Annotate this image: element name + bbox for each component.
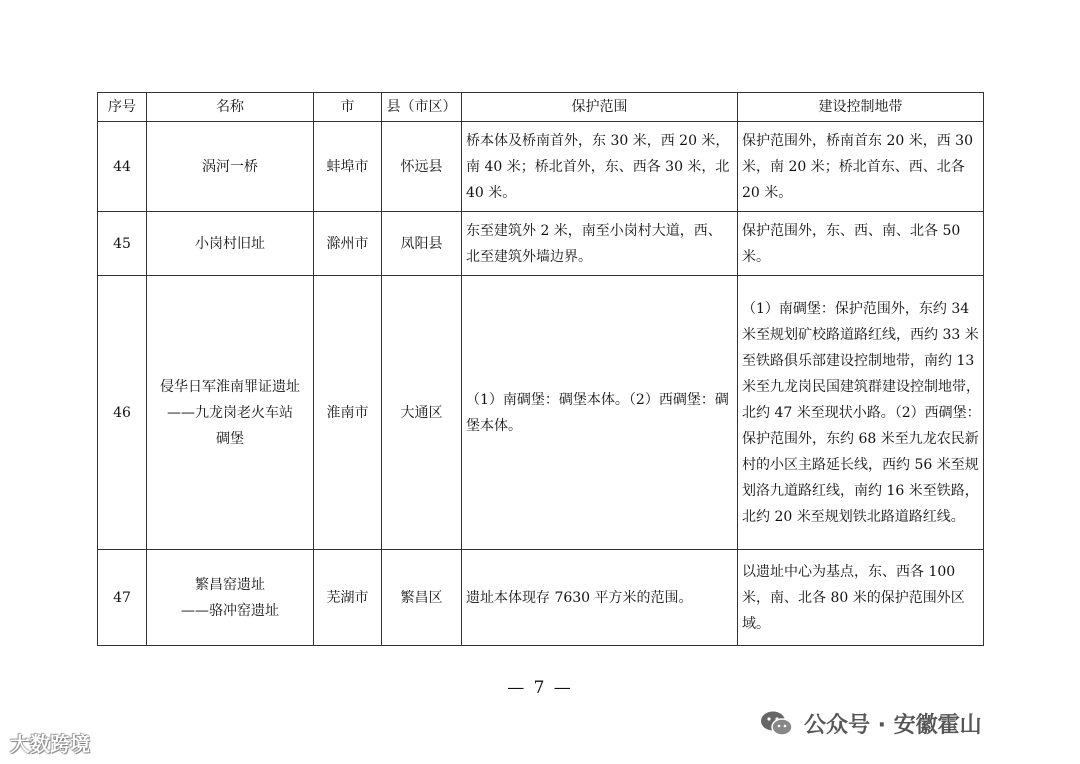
table-header-row — [98, 93, 984, 122]
row-county: 凤阳县 — [382, 212, 462, 276]
row-no: 46 — [98, 276, 147, 550]
row-protection: 东至建筑外 2 米，南至小岗村大道，西、北至建筑外墙边界。 — [462, 212, 738, 276]
row-name — [147, 550, 314, 646]
row-name-line: 繁昌窑遗址 — [195, 576, 265, 593]
row-no: 45 — [98, 212, 147, 276]
row-name-line: 侵华日军淮南罪证遗址 — [160, 378, 300, 395]
row-name — [147, 212, 314, 276]
row-protection: 遗址本体现存 7630 平方米的范围。 — [462, 550, 738, 646]
row-city: 芜湖市 — [314, 550, 382, 646]
row-name-line: 小岗村旧址 — [195, 235, 265, 252]
header-city: 市 — [314, 93, 382, 122]
watermark-right-text: 公众号 · 安徽霍山 — [804, 713, 982, 738]
row-county: 繁昌区 — [382, 550, 462, 646]
wechat-icon — [760, 710, 794, 738]
watermark-right — [760, 708, 982, 739]
table-row — [98, 122, 984, 212]
row-county: 大通区 — [382, 276, 462, 550]
row-city: 滁州市 — [314, 212, 382, 276]
row-name — [147, 276, 314, 550]
row-control: 保护范围外，东、西、南、北各 50 米。 — [738, 212, 984, 276]
row-county: 怀远县 — [382, 122, 462, 212]
page-number: — 7 — — [507, 678, 573, 698]
table-row — [98, 276, 984, 550]
header-control: 建设控制地带 — [738, 93, 984, 122]
row-city: 淮南市 — [314, 276, 382, 550]
row-protection: （1）南碉堡：碉堡本体。（2）西碉堡：碉堡本体。 — [462, 276, 738, 550]
heritage-table — [97, 92, 984, 646]
watermark-left: 大数跨境 — [10, 732, 90, 756]
header-no: 序号 — [98, 93, 147, 122]
row-name-line: ——骆冲窑遗址 — [181, 602, 279, 619]
table-row — [98, 212, 984, 276]
row-control: （1）南碉堡：保护范围外，东约 34 米至规划矿校路道路红线，西约 33 米至铁路俱乐部建设控制地带，南约 13 米至九龙岗民国建筑群建设控制地带，北约 47 米至现状小路。（2）西碉堡：保护范围外，东约 68 米至九龙农民新村的小区主路延长线，西约 56 米至规划洛九道路红线，南约 16 米至铁路，北约 20 米至规划铁北路道路红线。 — [738, 276, 984, 550]
row-name — [147, 122, 314, 212]
header-protection: 保护范围 — [462, 93, 738, 122]
row-control: 保护范围外，桥南首东 20 米，西 30 米，南 20 米；桥北首东、西、北各 20 米。 — [738, 122, 984, 212]
row-no: 44 — [98, 122, 147, 212]
table-row — [98, 550, 984, 646]
row-name-line: 涡河一桥 — [202, 158, 258, 175]
row-name-line: ——九龙岗老火车站 — [167, 404, 293, 421]
header-county: 县（市区） — [382, 93, 462, 122]
row-city: 蚌埠市 — [314, 122, 382, 212]
row-name-line: 碉堡 — [216, 430, 244, 447]
row-control: 以遗址中心为基点，东、西各 100 米，南、北各 80 米的保护范围外区域。 — [738, 550, 984, 646]
row-no: 47 — [98, 550, 147, 646]
header-name: 名称 — [147, 93, 314, 122]
row-protection: 桥本体及桥南首外，东 30 米，西 20 米，南 40 米；桥北首外，东、西各 30 米，北 40 米。 — [462, 122, 738, 212]
